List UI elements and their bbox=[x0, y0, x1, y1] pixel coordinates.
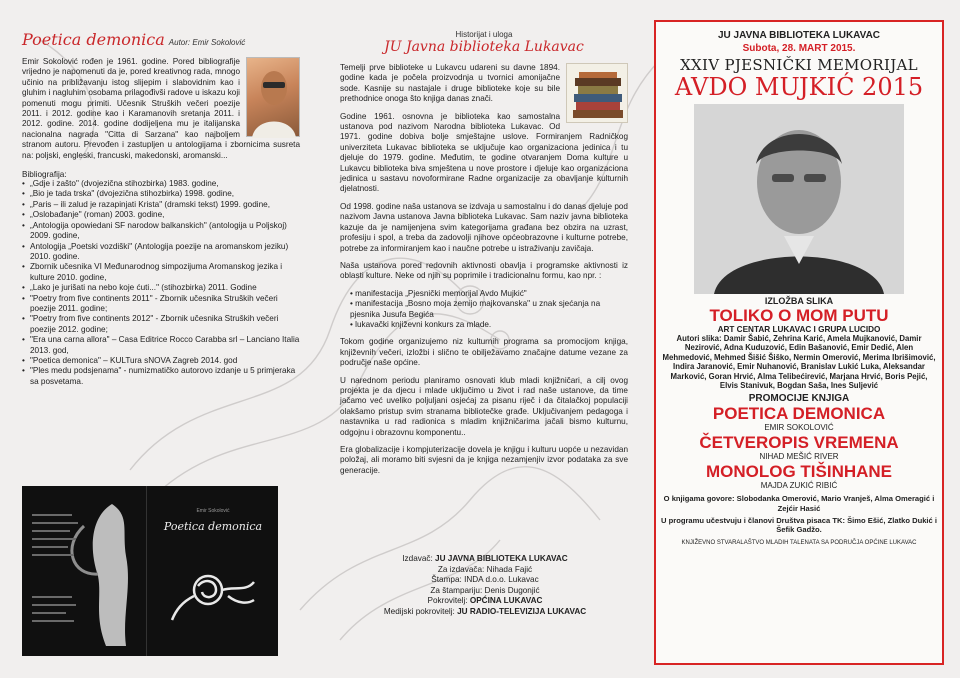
promotions-label: PROMOCIJE KNJIGA bbox=[748, 393, 850, 405]
list-item: • "Poetry from five continents 2011" - Zbornik učesnika Struških večeri poezije 2011. godine; bbox=[22, 294, 300, 315]
painters-list: Autori slika: Damir Šabić, Zehrina Karić, Amela Mujkanović, Damir Nezirović, Adna Kuduzović, Edin Bašanović, Emir Dedić, Alen Mehmedović, Mehmed Šišić Šiško, Nermin Omerović, Merima Ibrišimović, Indira Jaranović, Emir Nuhanović, Branislav Lukić Luka, Aleksandar Marković, Goran Hrvić, Alma Telibećirević, Marjana Hrvić, Boris Pejić, Elvis Stanivuk, Bogdan Saša, Ines Suljević bbox=[662, 334, 936, 391]
credit-line: Za izdavača: Nihada Fajić bbox=[437, 564, 533, 574]
book-title-1: POETICA DEMONICA bbox=[712, 404, 886, 424]
book-back-cover bbox=[22, 486, 147, 656]
exhibition-label: IZLOŽBA SLIKA bbox=[764, 296, 834, 306]
exhibition-title: TOLIKO O MOM PUTU bbox=[709, 306, 889, 325]
credit-line: Štampa: INDA d.o.o. Lukavac bbox=[431, 575, 539, 585]
history-paragraph: Godine 1961. osnovna je biblioteka kao samostalna ustanova pod nazivom Narodna biblioteka Lukavac. Od 1971. godine dobiva bolje smještajne uslove. Formiranjem Radničkog univerziteta Lukavac biblioteka se uključuje kao organizaciona jedinica i tu djeluje do 1979. godine. Međutim, te godine otvaranjem Doma kulture u Lukavcu biblioteka biva smještena u nove prostore i djeluje kao organizaciona jedinica u sastavu novoformirane Radne organizacije za obavljanje kulturnih djelatnosti. bbox=[340, 111, 628, 194]
book-cover bbox=[22, 486, 278, 656]
event-date: Subota, 28. MART 2015. bbox=[742, 43, 856, 54]
program-participants: U programu učestvuju i članovi Društva pisaca TK: Šimo Ešić, Zlatko Dukić i Šefik Gadžo. bbox=[661, 515, 937, 535]
book-author-3: MAJDA ZUKIĆ RIBIĆ bbox=[760, 481, 838, 491]
book-title: Poetica demonica bbox=[163, 520, 263, 533]
list-item: • lukavački književni konkurs za mlade. bbox=[350, 319, 492, 329]
list-item: • manifestacija „Bosno moja zemijo majkovanska" u znak sjećanja na pjesnika Jusufa Begića bbox=[350, 299, 601, 319]
list-item: • Antologija „Poetski vozdiški" (Antologija poezije na aromanskom jeziku) 2010. godine. bbox=[22, 242, 300, 263]
poetica-title: Poetica demonica Autor: Emir Sokolović bbox=[22, 30, 246, 49]
right-panel bbox=[654, 20, 944, 665]
middle-panel bbox=[318, 0, 640, 678]
list-item: • manifestacija „Pjesnički memorijal Avdo Mujkić" bbox=[350, 288, 527, 298]
bibliography-label: Bibliografija: bbox=[22, 170, 67, 180]
bibliography-list bbox=[22, 179, 300, 387]
credit-line: Za štampariju: Denis Dugonjić bbox=[430, 585, 540, 595]
credit-line: Medijski pokrovitelj: JU RADIO-TELEVIZIJA LUKAVAC bbox=[383, 606, 587, 616]
footer-note: KNJIŽEVNO STVARALAŠTVO MLADIH TALENATA SA PODRUČJA OPĆINE LUKAVAC bbox=[681, 540, 917, 547]
list-item: • „Lako je jurišati na nebo koje ćuti..." (stihozbirka) 2011. Godine bbox=[22, 283, 300, 293]
book-author-1: EMIR SOKOLOVIĆ bbox=[764, 423, 834, 433]
list-item: • „Gdje i zašto" (dvojezična stihozbirka) 1983. godine, bbox=[22, 179, 300, 189]
book-author: Emir Sokolović bbox=[196, 508, 230, 514]
book-author-2: NIHAD MEŠIĆ RIVER bbox=[759, 452, 839, 462]
list-item: • „Bio je tada trska" (dvojezična stihozbirka) 1998. godine, bbox=[22, 189, 300, 199]
history-paragraph: Era globalizacije i kompjuterizacije dovela je knjigu i kulturu uopće u nezavidan položaj, ali moramo biti svjesni da je knjiga nezamjenjiv izvor podataka za sve generacije. bbox=[340, 445, 628, 475]
list-item: • „Antologija opowiedani SF narodow balkanskich" (antologija u Poljskoj) 2009. godine, bbox=[22, 221, 300, 242]
history-paragraph: Od 1998. godine naša ustanova se izdvaja u samostalnu i do danas djeluje pod nazivom Javna ustanova Javna biblioteka Lukavac. Sam naziv javna biblioteka kazuje da je namijenjena svim kategorijama građana bez obzira na uzrast, profesiju i spol, a treba da zadovolji njihove općeobrazovne i kulturne potrebe, potrebe za informiranjem kao i naučne potrebe u istraživanju zavičaja. bbox=[340, 201, 628, 253]
book-title-2: ČETVEROPIS VREMENA bbox=[699, 433, 899, 453]
history-paragraph: U narednom periodu planiramo osnovati klub mladi knjižničari, a cilj ovog projekta je da djecu i mlade uključimo u život i rad naše ustanove, da time jačamo već uveliko poljuljani osjećaj za pisanu riječ i da čitalačkoj populaciji olakšamo pristup svim stranama bibliotečke građe. Uključivanjem pedagoga i nastavnika u rad radionica s mladim knjižničarima jačali bismo kulturnu, odgojnu i obrazovnu komponentu.. bbox=[340, 375, 628, 437]
manifestation-list bbox=[340, 289, 628, 331]
author-photo bbox=[246, 57, 300, 137]
list-item: • "Poetica demonica" – KULTura sNOVA Zagreb 2014. god bbox=[22, 356, 300, 366]
list-item: • „Oslobađanje" (roman) 2003. godine, bbox=[22, 210, 300, 220]
book-title-3: MONOLOG TIŠINHANE bbox=[705, 462, 893, 482]
history-paragraph: Temelji prve biblioteke u Lukavcu udareni su davne 1894. godine kada je počela proizvodnja u tvornici amonijačne sode. Kasnije su nastajale i druge biblioteke koje su bile prethodnice onoga što knjiga danas znači. bbox=[340, 63, 560, 104]
list-item: • "Era una carna allora" – Casa Editrice Rocco Carabba srl – Lanciano Italia 2013. god, bbox=[22, 335, 300, 356]
author-bio: Emir Sokolović rođen je 1961. godine. Pored bibliografije vrijedno je napomenuti da je, pored kreativnog rada, mnogo učinio na približavanju istog slijepim i slabovidnim kao i gluhim i nagluhim osobama prilagođivši radove u iskazu koji pomenuti mogu primiti. Učesnik Struških večeri poezije 2011. i 2012. godine kao i Karamanovih sretanja 2011. i 2012. godine. 2014. godine dodijeljena mu je italijanska nacionalna nagrada "Citta di Sarzana" kao najboljem stranom autoru. Prevođen i zastupljen u antologijama i zbornicima susreta na: poljski, engleski, francuski, makedonski, aromanski... bbox=[22, 57, 300, 160]
history-paragraph: Tokom godine organizujemo niz kulturnih programa sa promocijom knjiga, književnih večeri, izložbi i slično te obilježavamo značajne datume vezane za područje naše općine. bbox=[340, 337, 628, 368]
rose-icon bbox=[168, 556, 258, 626]
history-label: Historijat i uloga bbox=[455, 30, 513, 39]
list-item: • Zbornik učesnika VI Međunarodnog simpozijuma Aromanskog jezika i kulture 2010. godine, bbox=[22, 262, 300, 283]
speakers: O knjigama govore: Slobodanka Omerović, Mario Vranješ, Alma Omeragić i Zejćir Hasić bbox=[663, 494, 935, 513]
poet-name: AVDO MUJKIĆ 2015 bbox=[674, 73, 924, 101]
memorial-title: XXIV PJESNIČKI MEMORIJAL bbox=[680, 56, 918, 74]
library-name: JU JAVNA BIBLIOTEKA LUKAVAC bbox=[717, 30, 881, 41]
credit-line: Pokrovitelj: OPĆINA LUKAVAC bbox=[427, 596, 543, 606]
history-paragraph: Naša ustanova pored redovnih aktivnosti obavlja i programske aktivnosti iz oblasti kulture. Neke od njih su poprimile i tradicionalnu formu, kao npr. : bbox=[340, 260, 628, 281]
credit-line: Izdavač: JU JAVNA BIBLIOTEKA LUKAVAC bbox=[402, 554, 568, 563]
list-item: • "Ples medu podsjenama" - numizmatičko autorovo izdanje u 5 primjeraka sa posvetama. bbox=[22, 366, 300, 387]
list-item: • "Poetry from five continents 2012" - Zbornik učesnika Struških večeri poezije 2012. godine; bbox=[22, 314, 300, 335]
publisher-credits bbox=[340, 554, 630, 618]
book-front-cover bbox=[148, 486, 278, 656]
books-icon bbox=[566, 63, 628, 123]
poet-portrait bbox=[694, 104, 904, 294]
exhibition-organizer: ART CENTAR LUKAVAC I GRUPA LUCIDO bbox=[717, 325, 881, 334]
list-item: • „Paris – ili zalud je razapinjati Krista" (dramski tekst) 1999. godine, bbox=[22, 200, 300, 210]
library-title: JU Javna biblioteka Lukavac bbox=[384, 39, 584, 55]
author-note: Autor: Emir Sokolović bbox=[168, 38, 246, 47]
